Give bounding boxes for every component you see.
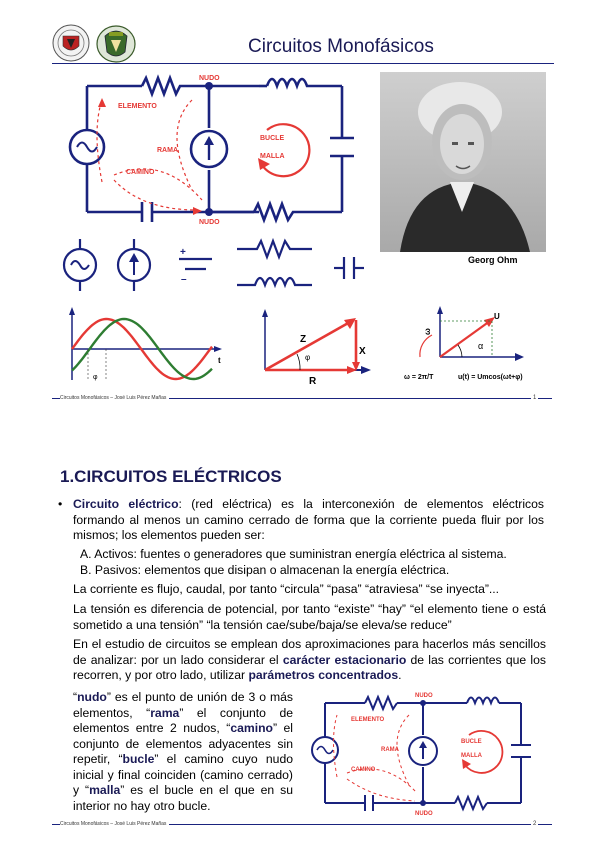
rotating-phasor bbox=[400, 305, 550, 390]
portrait-caption: Georg Ohm bbox=[468, 255, 518, 265]
phase-label: φ bbox=[93, 374, 98, 381]
para-corriente: La corriente es flujo, caudal, por tanto “circula” “pasa” “atraviesa” “se inyecta”... bbox=[73, 582, 500, 596]
small-label-nudo-bottom: NUDO bbox=[415, 811, 433, 817]
slide-2 bbox=[0, 424, 600, 848]
label-phi: φ bbox=[305, 353, 311, 362]
small-label-elemento: ELEMENTO bbox=[351, 717, 385, 723]
label-bucle: BUCLE bbox=[260, 135, 285, 142]
sinusoid-waveforms bbox=[62, 305, 230, 385]
label-rama: RAMA bbox=[157, 147, 178, 154]
term-rama: rama bbox=[150, 705, 180, 720]
label-camino: CAMINO bbox=[126, 169, 155, 176]
label-nudo-top: NUDO bbox=[199, 75, 220, 82]
university-seal-logo bbox=[52, 24, 90, 62]
list-item-a: A. Activos: fuentes o generadores que suministran energía eléctrica al sistema. bbox=[80, 547, 507, 561]
impedance-triangle bbox=[255, 308, 380, 388]
label-alpha: α bbox=[478, 341, 484, 351]
term-bucle: bucle bbox=[122, 752, 155, 766]
label-x: X bbox=[359, 346, 366, 357]
circuit-diagram-small bbox=[305, 689, 540, 819]
school-crest-logo bbox=[95, 22, 137, 64]
footer-text-2: Circuitos Monofásicos – José Luis Pérez Mañas bbox=[60, 821, 169, 827]
small-label-bucle: BUCLE bbox=[461, 739, 482, 745]
small-label-malla: MALLA bbox=[461, 753, 482, 759]
term-estacionario: carácter estacionario bbox=[282, 652, 407, 667]
small-label-camino: CAMINO bbox=[351, 767, 376, 773]
section-heading: 1.CIRCUITOS ELÉCTRICOS bbox=[60, 467, 282, 486]
page-number-1: 1 bbox=[533, 395, 537, 401]
term-circuito: Circuito eléctrico bbox=[73, 497, 179, 511]
title-divider bbox=[52, 63, 554, 64]
label-u: U bbox=[494, 312, 500, 321]
label-z: Z bbox=[300, 334, 307, 345]
term-camino: camino bbox=[230, 721, 273, 735]
label-omega: ω bbox=[423, 328, 432, 335]
para-tension: La tensión es diferencia de potencial, por tanto “existe” “hay” “el elemento tiene o está sometido a una tensión” “la tensión cae/sube/baja/se eleva/se reduce” bbox=[73, 602, 546, 632]
slide-title: Circuitos Monofásicos bbox=[248, 36, 434, 57]
time-axis-label: t bbox=[218, 356, 221, 365]
label-nudo-bottom: NUDO bbox=[199, 219, 220, 226]
label-elemento: ELEMENTO bbox=[118, 103, 157, 110]
page-number-2: 2 bbox=[533, 821, 537, 827]
footer-text-1: Circuitos Monofásicos – José Luis Pérez Mañas bbox=[60, 395, 169, 401]
bullet-text: : (red eléctrica) es la interconexión de elementos eléctricos formando al menos un camino cerrado de forma que la corriente pueda fluir por los mismos; los elementos pueden ser: bbox=[73, 497, 544, 542]
georg-ohm-portrait bbox=[380, 72, 546, 252]
bullet-circuito: • Circuito eléctrico: (red eléctrica) es la interconexión de elementos eléctricos formando al menos un camino cerrado de forma que la corriente pueda fluir por los mismos; los elementos pueden ser: bbox=[58, 497, 544, 542]
voltage-equation: u(t) = Umcos(ωt+φ) bbox=[458, 374, 523, 381]
para-definiciones: “nudo” es el punto de unión de 3 o más elementos, “rama” el conjunto de elementos entre 2 nudos, “camino” el conjunto de elementos adyacentes sin repetir, “bucle” el camino cuyo nudo inicial y final coinciden (camino cerrado) y “malla” es el bucle en el que en su interior no hay otro bucle. bbox=[73, 690, 294, 813]
circuit-diagram bbox=[62, 70, 367, 230]
term-malla: malla bbox=[89, 783, 121, 797]
svg-text:+: + bbox=[180, 247, 186, 258]
small-label-nudo-top: NUDO bbox=[415, 693, 433, 699]
term-parametros: parámetros concentrados bbox=[248, 668, 399, 682]
list-item-b: B. Pasivos: elementos que disipan o almacenan la energía eléctrica. bbox=[80, 563, 450, 577]
small-label-rama: RAMA bbox=[381, 747, 399, 753]
term-nudo: nudo bbox=[77, 690, 107, 704]
circuit-symbols bbox=[62, 235, 382, 300]
omega-equation: ω = 2π/T bbox=[404, 374, 434, 381]
label-r: R bbox=[309, 376, 317, 387]
label-malla: MALLA bbox=[260, 153, 285, 160]
svg-text:–: – bbox=[181, 274, 187, 285]
para-estudio: En el estudio de circuitos se emplean dos aproximaciones para hacerlos más sencillos de analizar: por un lado considerar el carácter estacionario de las corrientes que los recorren, y por otro lado, utilizar parámetros concentrados. bbox=[73, 637, 546, 682]
